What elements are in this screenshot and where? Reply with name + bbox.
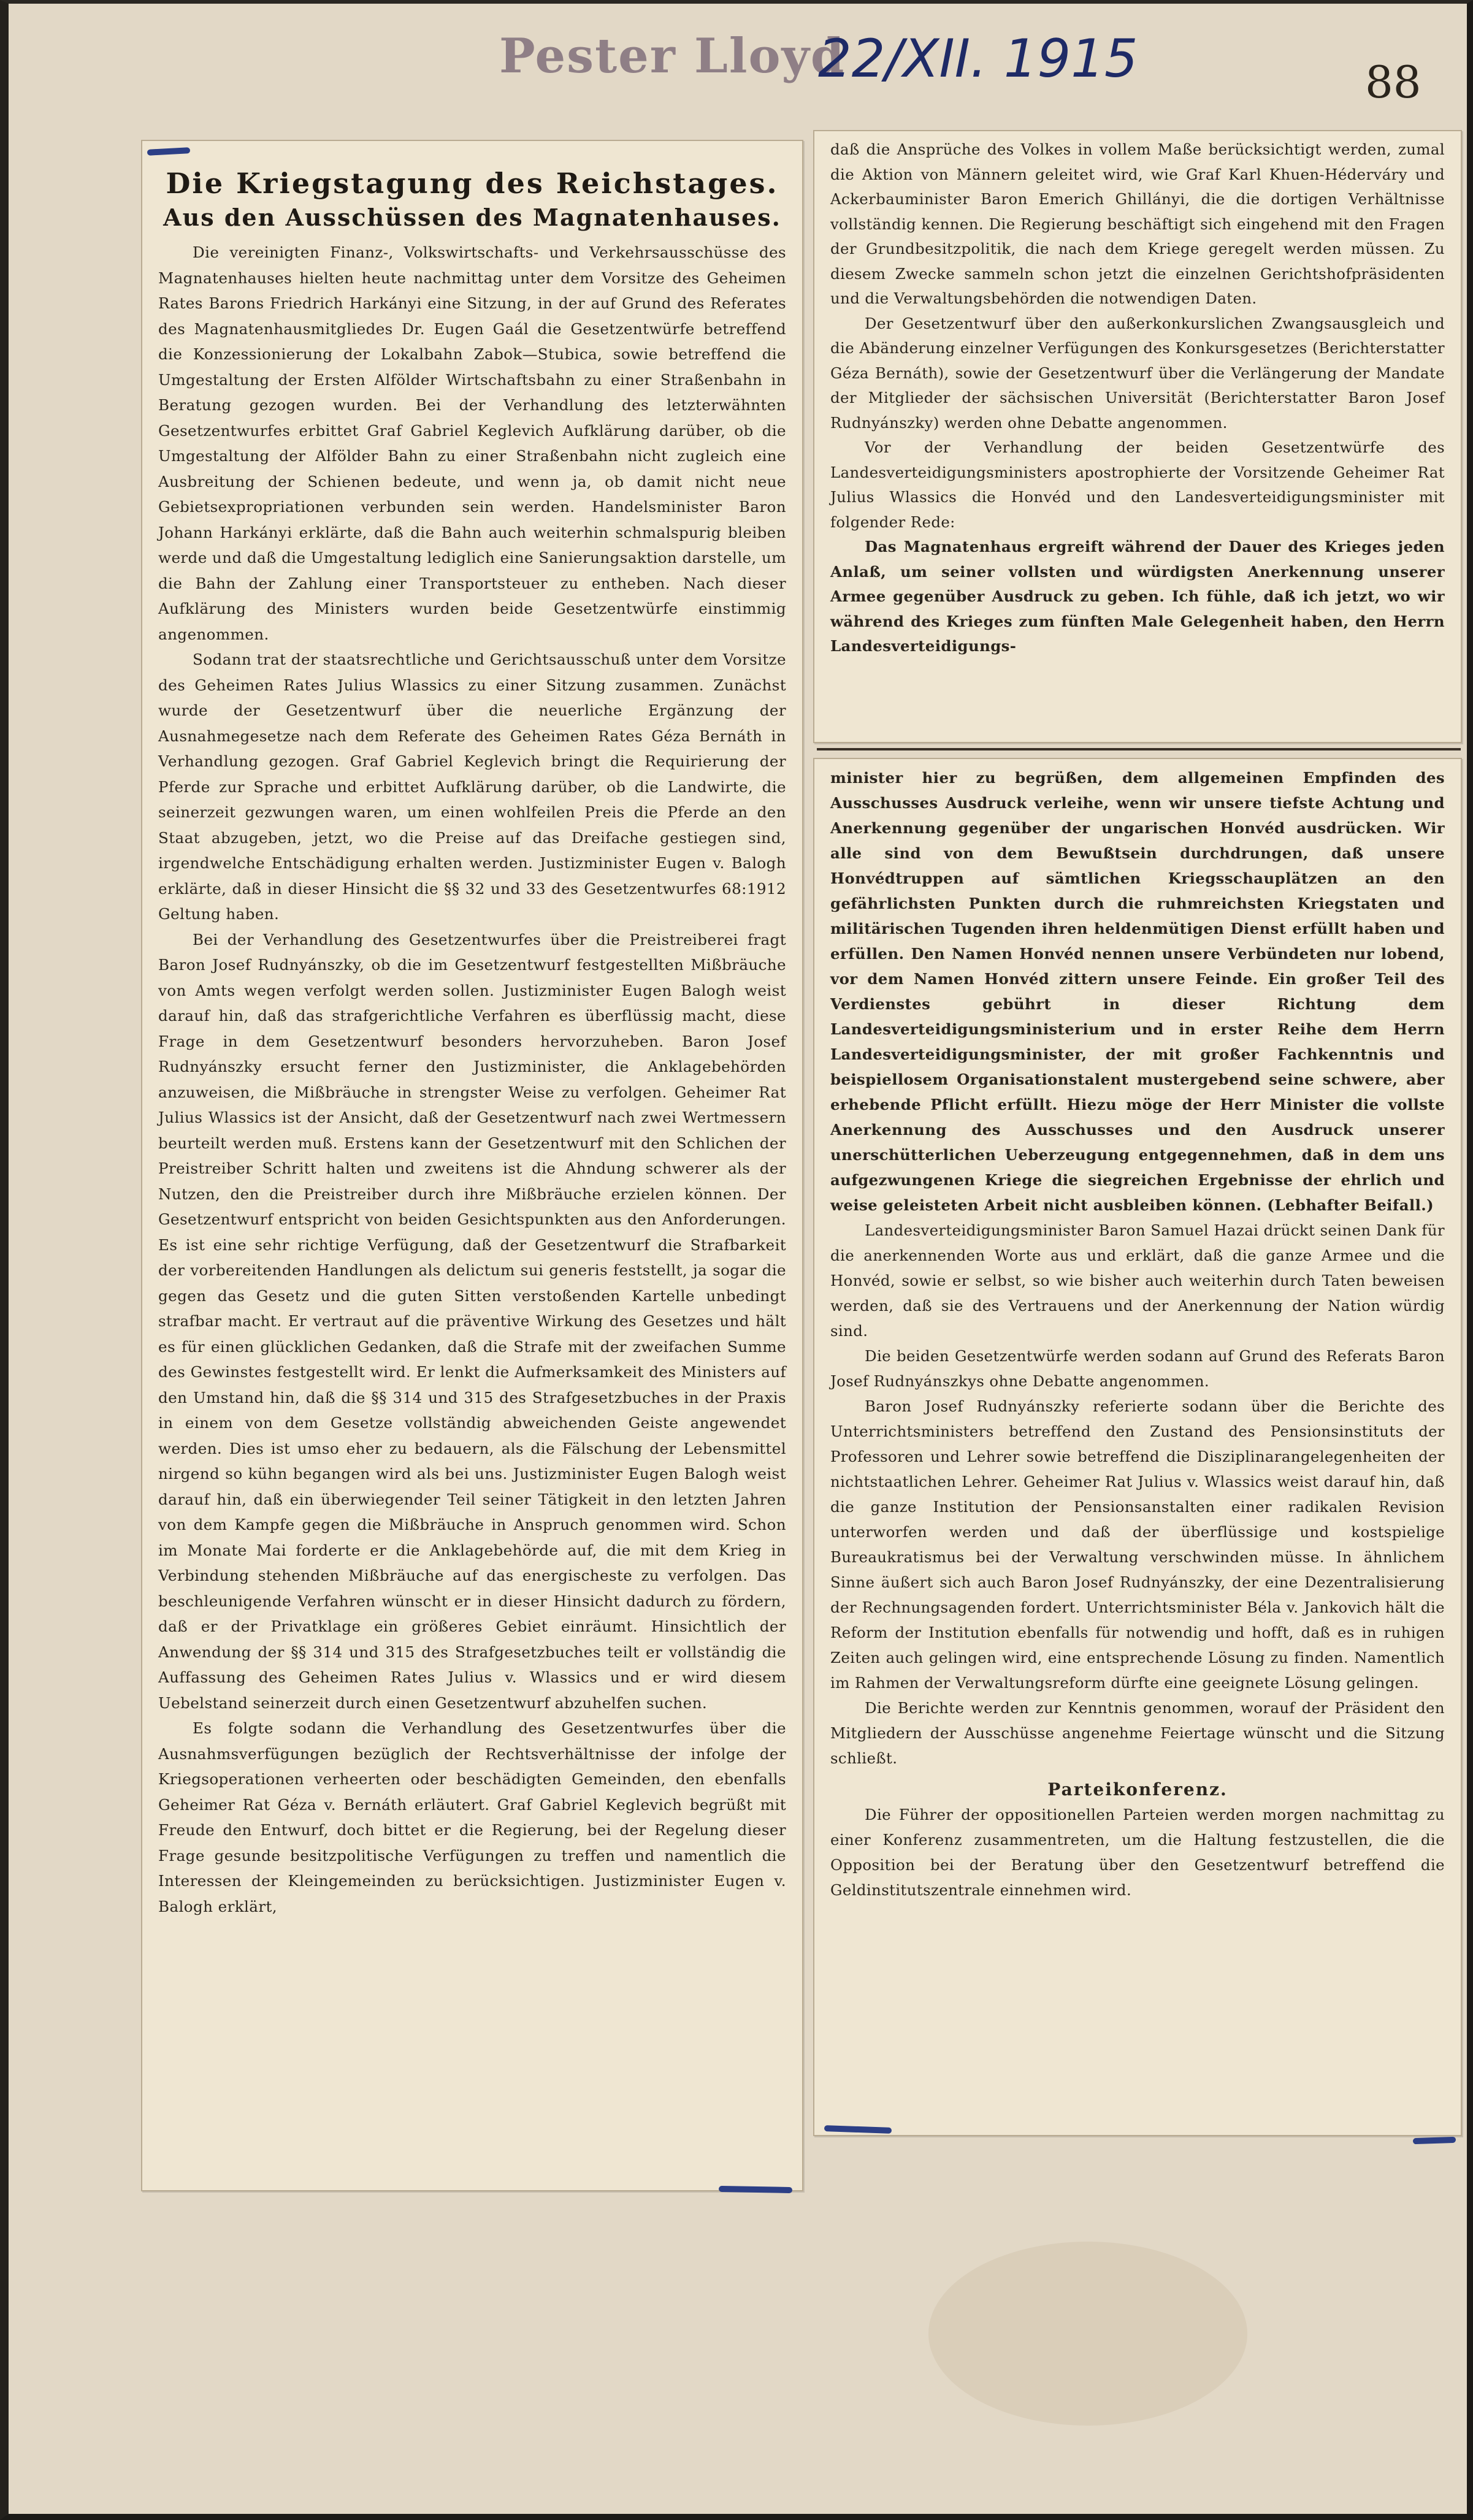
clipping-divider <box>817 748 1461 750</box>
paragraph: Die beiden Gesetzentwürfe werden sodann auf Grund des Referats Baron Josef Rudnyánszkys ohne Debatte angenommen. <box>830 1347 1445 1390</box>
paragraph: Die Führer der oppositionellen Parteien werden morgen nachmittag zu einer Konferenz zusammentreten, um die Haltung festzustellen, die die Opposition bei der Beratung über den Gesetzentwurf betreffend die Geldinstitutszentrale einnehmen wird. <box>830 1806 1445 1899</box>
section-heading: Parteikonferenz. <box>1047 1779 1228 1800</box>
paragraph: Sodann trat der staatsrechtliche und Gerichtsausschuß unter dem Vorsitze des Geheimen Rates Julius Wlassics zu einer Sitzung zusammen. Zunächst wurde der Gesetzentwurf über die neuerliche Ergänzung der Ausnahmegesetze nach dem Referate des Geheimen Rates Géza Bernáth in Verhandlung gezogen. Graf Gabriel Keglevich bringt die Requirierung der Pferde zur Sprache und erbittet Aufklärung darüber, ob die Landwirte, die seinerzeit gezwungen waren, um einen wohlfeilen Preis die Pferde an den Staat abzugeben, jetzt, wo die Preise auf das Dreifache gestiegen sind, irgendwelche Entschädigung erhalten werden. Justizminister Eugen v. Balogh erklärte, daß in dieser Hinsicht die §§ 32 und 33 des Gesetzentwurfes 68:1912 Geltung haben. <box>158 651 786 923</box>
column-2-top-body <box>814 131 1461 659</box>
page-number: 88 <box>1365 56 1421 108</box>
article-title: Die Kriegstagung des Reichstages. <box>166 167 779 200</box>
paper-stain <box>928 2242 1247 2426</box>
column-1-body <box>142 141 802 1919</box>
paragraph: Vor der Verhandlung der beiden Gesetzentwürfe des Landesverteidigungsministers apostrophierte der Vorsitzende Geheimer Rat Julius Wlassics die Honvéd und den Landesverteidigungsminister mit folgender Rede: <box>830 438 1445 531</box>
paragraph: Die Berichte werden zur Kenntnis genommen, worauf der Präsident den Mitgliedern der Ausschüsse angenehme Feiertage wünscht und die Sitzung schließt. <box>830 1699 1445 1767</box>
column-2-bottom-body <box>814 759 1461 1903</box>
clipping-column-1 <box>141 140 803 2191</box>
pencil-mark <box>719 2186 792 2193</box>
clipping-column-2-top <box>813 130 1462 743</box>
paragraph: daß die Ansprüche des Volkes in vollem Maße berücksichtigt werden, zumal die Aktion von Männern geleitet wird, wie Graf Karl Khuen-Héderváry und Ackerbauminister Baron Emerich Ghillányi, die die dortigen Verhältnisse vollständig kennen. Die Regierung beschäftigt sich eingehend mit den Fragen der Grundbesitzpolitik, die nach dem Kriege geregelt werden müssen. Zu diesem Zwecke sammeln schon jetzt die einzelnen Gerichtshofpräsidenten und die Verwaltungsbehörden die notwendigen Daten. <box>830 140 1445 307</box>
paragraph: Der Gesetzentwurf über den außerkonkurslichen Zwangsausgleich und die Abänderung einzelner Verfügungen des Konkursgesetzes (Berichterstatter Géza Bernáth), sowie der Gesetzentwurf über die Verlängerung der Mandate der Mitglieder der sächsischen Universität (Berichterstatter Baron Josef Rudnyánszky) werden ohne Debatte angenommen. <box>830 314 1445 432</box>
article-subtitle: Aus den Ausschüssen des Magnatenhauses. <box>163 204 781 231</box>
pencil-mark <box>1413 2137 1456 2144</box>
paragraph: Es folgte sodann die Verhandlung des Gesetzentwurfes über die Ausnahmsverfügungen bezüglich der Rechtsverhältnisse der infolge der Kriegsoperationen verheerten oder beschädigten Gemeinden, den ebenfalls Geheimer Rat Géza v. Bernáth erläutert. Graf Gabriel Keglevich begrüßt mit Freude den Entwurf, doch bittet er die Regierung, bei der Regelung dieser Frage gesunde besitzpolitische Verfügungen zu treffen und namentlich die Interessen der Kleingemeinden zu berücksichtigen. Justizminister Eugen v. Balogh erklärt, <box>158 1719 786 1915</box>
handwritten-date: 22/XII. 1915 <box>818 28 1138 90</box>
paragraph: Die vereinigten Finanz-, Volkswirtschafts- und Verkehrsausschüsse des Magnatenhauses hielten heute nachmittag unter dem Vorsitze des Geheimen Rates Barons Friedrich Harkányi eine Sitzung, in der auf Grund des Referates des Magnatenhausmitgliedes Dr. Eugen Gaál die Gesetzentwürfe betreffend die Konzessionierung der Lokalbahn Zabok—Stubica, sowie betreffend die Umgestaltung der Ersten Alfölder Wirtschaftsbahn zu einer Straßenbahn in Beratung gezogen wurden. Bei der Verhandlung des letzterwähnten Gesetzentwurfes erbittet Graf Gabriel Keglevich Aufklärung darüber, ob die Umgestaltung der Alfölder Bahn zu einer Straßenbahn nicht zugleich eine Ausbreitung der Schienen bedeute, und wenn ja, ob damit nicht neue Gebietsexpropriationen verbunden sein werden. Handelsminister Baron Johann Harkányi erklärte, daß die Bahn auch weiterhin schmalspurig bleiben werde und daß die Umgestaltung lediglich eine Sanierungsaktion darstelle, um die Bahn der Zahlung einer Transportsteuer zu entheben. Nach dieser Aufklärung des Ministers wurden beide Gesetzentwürfe einstimmig angenommen. <box>158 243 786 643</box>
paragraph: Bei der Verhandlung des Gesetzentwurfes über die Preistreiberei fragt Baron Josef Rudnyánszky, ob die im Gesetzentwurf festgestellten Mißbräuche von Amts wegen verfolgt werden sollen. Justizminister Eugen Balogh weist darauf hin, daß das strafgerichtliche Verfahren es überflüssig macht, diese Frage in dem Gesetzentwurf besonders hervorzuheben. Baron Josef Rudnyánszky ersucht ferner den Justizminister, die Anklagebehörden anzuweisen, die Mißbräuche in strengster Weise zu verfolgen. Geheimer Rat Julius Wlassics ist der Ansicht, daß der Gesetzentwurf nach zwei Wertmessern beurteilt werden muß. Erstens kann der Gesetzentwurf mit den Schlichen der Preistreiber Schritt halten und zweitens ist die Ahndung schwerer als der Nutzen, den die Preistreiber durch ihre Mißbräuche erzielen können. Der Gesetzentwurf entspricht von beiden Gesichtspunkten aus den Anforderungen. Es ist eine sehr richtige Verfügung, daß der Gesetzentwurf die Strafbarkeit der vorbereitenden Handlungen als delictum sui generis feststellt, ja sogar die gegen das Gesetz und die guten Sitten verstoßenden Kartelle unbedingt strafbar macht. Er vertraut auf die präventive Wirkung des Gesetzes und hält es für einen glücklichen Gedanken, daß die Strafe mit der zweifachen Summe des Gewinstes festgestellt wird. Er lenkt die Aufmerksamkeit des Ministers auf den Umstand hin, daß die §§ 314 und 315 des Strafgesetzbuches in der Praxis in einem von dem Gesetze vollständig abweichenden Geiste angewendet werden. Dies ist umso eher zu bedauern, als die Fälschung der Lebensmittel nirgend so kühn begangen wird als bei uns. Justizminister Eugen Balogh weist darauf hin, daß ein überwiegender Teil seiner Tätigkeit in den letzten Jahren von dem Kampfe gegen die Mißbräuche in Anspruch genommen wird. Schon im Monate Mai forderte er die Anklagebehörde auf, die mit dem Krieg in Verbindung stehenden Mißbräuche auf das energischeste zu verfolgen. Das beschleunigende Verfahren wünscht er in dieser Hinsicht dadurch zu fördern, daß er der Privatklage ein größeres Gebiet einräumt. Hinsichtlich der Anwendung der §§ 314 und 315 des Strafgesetzbuches teilt er vollständig die Auffassung des Geheimen Rates Julius v. Wlassics und er wird diesem Uebelstand seinerzeit durch einen Gesetzentwurf abzuhelfen suchen. <box>158 930 786 1712</box>
clipping-column-2-bottom <box>813 758 1462 2136</box>
speech-paragraph: Das Magnatenhaus ergreift während der Dauer des Krieges jeden Anlaß, um seiner vollsten und würdigsten Anerkennung unserer Armee gegenüber Ausdruck zu geben. Ich fühle, daß ich jetzt, wo wir während des Krieges zum fünften Male Gelegenheit haben, den Herrn Landesverteidigungs- <box>830 538 1445 655</box>
newspaper-masthead: Pester Lloyd <box>499 28 846 84</box>
paragraph: Landesverteidigungsminister Baron Samuel Hazai drückt seinen Dank für die anerkennenden Worte aus und erklärt, daß die ganze Armee und die Honvéd, sowie er selbst, so wie bisher auch weiterhin durch Taten beweisen werden, daß sie des Vertrauens und der Anerkennung der Nation würdig sind. <box>830 1221 1445 1340</box>
speech-paragraph: minister hier zu begrüßen, dem allgemeinen Empfinden des Ausschusses Ausdruck verleihe, wenn wir unsere tiefste Achtung und Anerkennung gegenüber der ungarischen Honvéd ausdrücken. Wir alle sind von dem Bewußtsein durchdrungen, daß unsere Honvédtruppen auf sämtlichen Kriegsschauplätzen an den gefährlichsten Punkten durch die ruhmreichsten Kriegstaten und militärischen Tugenden ihren heldenmütigen Dienst erfüllt haben und erfüllen. Den Namen Honvéd nennen unsere Verbündeten nur lobend, vor dem Namen Honvéd zittern unsere Feinde. Ein großer Teil des Verdienstes gebührt in dieser Richtung dem Landesverteidigungsministerium und in erster Reihe dem Herrn Landesverteidigungsminister, der mit großer Fachkenntnis und beispiellosem Organisationstalent mustergebend seine schwere, aber erhebende Pflicht erfüllt. Hiezu möge der Herr Minister die vollste Anerkennung des Ausschusses und den Ausdruck unserer unerschütterlichen Ueberzeugung entgegennehmen, daß in dem uns aufgezwungenen Kriege die siegreichen Ergebnisse der ehrlich und weise geleisteten Arbeit nicht ausbleiben können. (Lebhafter Beifall.) <box>830 769 1445 1214</box>
paragraph: Baron Josef Rudnyánszky referierte sodann über die Berichte des Unterrichtsministers betreffend den Zustand des Pensionsinstituts der Professoren und Lehrer sowie betreffend die Disziplinarangelegenheiten der nichtstaatlichen Lehrer. Geheimer Rat Julius v. Wlassics weist darauf hin, daß die ganze Institution der Pensionsanstalten einer radikalen Revision unterworfen werden und daß der überflüssige und kostspielige Bureaukratismus bei der Verwaltung verschwinden müsse. In ähnlichem Sinne äußert sich auch Baron Josef Rudnyánszky, der eine Dezentralisierung der Rechnungsagenden fordert. Unterrichtsminister Béla v. Jankovich hält die Reform der Institution ebenfalls für notwendig und hofft, daß es in ruhigen Zeiten auch gelingen wird, eine entsprechende Lösung zu finden. Namentlich im Rahmen der Verwaltungsreform dürfte eine geeignete Lösung gelingen. <box>830 1397 1445 1692</box>
